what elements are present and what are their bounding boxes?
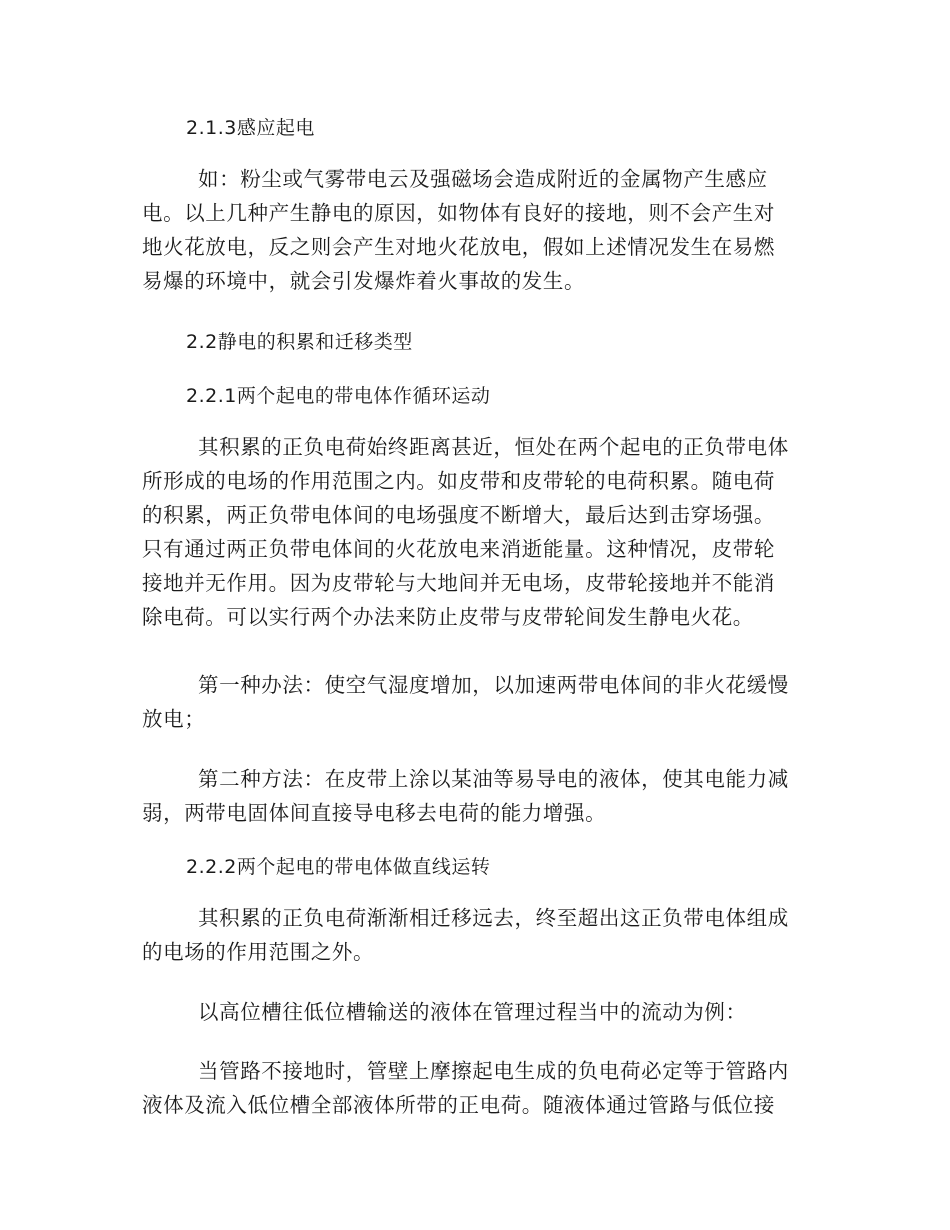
paragraph-line: 所形成的电场的作用范围之内。如皮带和皮带轮的电荷积累。随电荷 [142,469,775,493]
paragraph-example-intro [142,995,812,1029]
paragraph-line: 易爆的环境中，就会引发爆炸着火事故的发生。 [142,269,586,293]
section-heading-2-1-3: 2.1.3感应起电 [186,117,315,139]
paragraph-line: 的电场的作用范围之外。 [142,940,375,964]
paragraph-circular-motion [142,430,812,634]
paragraph-ungrounded-pipe [142,1054,812,1122]
paragraph-line: 除电荷。可以实行两个办法来防止皮带与皮带轮间发生静电火花。 [142,605,754,629]
paragraph-line: 放电； [142,707,206,731]
paragraph-linear-motion [142,901,812,969]
paragraph-line: 液体及流入低位槽全部液体所带的正电荷。随液体通过管路与低位接 [142,1093,775,1117]
paragraph-method-one [142,668,812,736]
paragraph-line: 只有通过两正负带电体间的火花放电来消逝能量。这种情况，皮带轮 [142,537,775,561]
paragraph-line: 的积累，两正负带电体间的电场强度不断增大，最后达到击穿场强。 [142,503,775,527]
paragraph-line: 弱，两带电固体间直接导电移去电荷的能力增强。 [142,801,607,825]
paragraph-line: 以高位槽往低位槽输送的液体在管理过程当中的流动为例： [198,1000,747,1024]
paragraph-line: 接地并无作用。因为皮带轮与大地间并无电场，皮带轮接地并不能消 [142,571,775,595]
section-heading-2-2: 2.2静电的积累和迁移类型 [186,331,413,353]
section-heading-2-2-1: 2.2.1两个起电的带电体作循环运动 [186,385,491,407]
paragraph-line: 电。以上几种产生静电的原因，如物体有良好的接地，则不会产生对 [142,201,775,225]
paragraph-line: 地火花放电，反之则会产生对地火花放电，假如上述情况发生在易燃 [142,235,775,259]
paragraph-line: 如：粉尘或气雾带电云及强磁场会造成附近的金属物产生感应 [198,167,768,191]
paragraph-line: 其积累的正负电荷渐渐相迁移远去，终至超出这正负带电体组成 [198,906,789,930]
section-heading-2-2-2: 2.2.2两个起电的带电体做直线运转 [186,856,491,878]
paragraph-method-two [142,762,812,830]
paragraph-induction-charging [142,162,812,298]
paragraph-line: 第一种办法：使空气湿度增加，以加速两带电体间的非火花缓慢 [198,673,789,697]
paragraph-line: 当管路不接地时，管壁上摩擦起电生成的负电荷必定等于管路内 [198,1059,789,1083]
paragraph-line: 第二种方法：在皮带上涂以某油等易导电的液体，使其电能力减 [198,767,789,791]
paragraph-line: 其积累的正负电荷始终距离甚近，恒处在两个起电的正负带电体 [198,435,789,459]
